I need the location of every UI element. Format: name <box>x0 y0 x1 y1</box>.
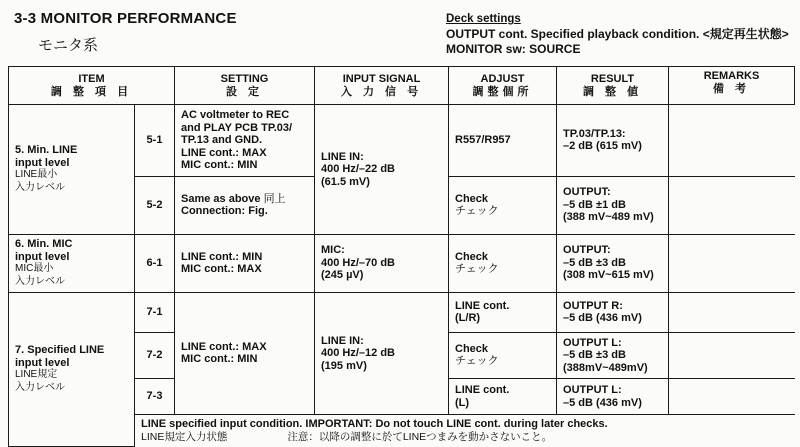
input-signal-cell: MIC: 400 Hz/–70 dB (245 µV) <box>315 234 449 292</box>
note-japanese: LINE規定入力状態 注意：以降の調整に於てLINEつまみを動かさないこと。 <box>141 430 553 443</box>
step-number: 7-1 <box>135 292 175 332</box>
step-number: 7-2 <box>135 332 175 379</box>
adjust-cell: LINE cont. (L) <box>449 379 557 415</box>
item-6: 6. Min. MIC input level MIC最小 入力レベル <box>9 234 135 292</box>
adjust-cell: Check チェック <box>449 176 557 234</box>
header-result: RESULT 調 整 値 <box>557 67 669 105</box>
deck-settings-heading: Deck settings <box>446 13 521 25</box>
item-7: 7. Specified LINE input level LINE規定 入力レベル <box>9 292 135 446</box>
setting-cell: AC voltmeter to REC and PLAY PCB TP.03/ TP.13 and GND. LINE cont.: MAX MIC cont.: MIN <box>175 105 315 177</box>
deck-settings <box>446 12 789 57</box>
setting-cell: LINE cont.: MIN MIC cont.: MAX <box>175 234 315 292</box>
adjust-cell: Check チェック <box>449 234 557 292</box>
note-english: LINE specified input condition. IMPORTANT: Do not touch LINE cont. during later checks. <box>141 418 608 430</box>
monitor-performance-table <box>8 66 795 447</box>
result-cell: OUTPUT: –5 dB ±1 dB (388 mV~489 mV) <box>557 176 669 234</box>
section-subtitle: モニタ系 <box>38 37 99 54</box>
remarks-cell <box>669 332 795 379</box>
section-title: 3-3 MONITOR PERFORMANCE <box>14 10 237 27</box>
result-cell: TP.03/TP.13: –2 dB (615 mV) <box>557 105 669 177</box>
header-setting: SETTING 設 定 <box>175 67 315 105</box>
item-5: 5. Min. LINE input level LINE最小 入力レベル <box>9 105 135 235</box>
setting-cell: LINE cont.: MAX MIC cont.: MIN <box>175 292 315 415</box>
note-cell <box>135 415 795 447</box>
adjust-cell: Check チェック <box>449 332 557 379</box>
step-number: 6-1 <box>135 234 175 292</box>
deck-settings-monitor: MONITOR sw: SOURCE <box>446 42 581 56</box>
header-remarks: REMARKS 備 考 <box>669 67 795 105</box>
header-item: ITEM 調 整 項 目 <box>9 67 175 105</box>
table-row <box>9 234 795 292</box>
header-adjust: ADJUST 調整個所 <box>449 67 557 105</box>
step-number: 5-2 <box>135 176 175 234</box>
adjust-cell: LINE cont. (L/R) <box>449 292 557 332</box>
remarks-cell <box>669 176 795 234</box>
step-number: 7-3 <box>135 379 175 415</box>
step-number: 5-1 <box>135 105 175 177</box>
input-signal-cell: LINE IN: 400 Hz/–22 dB (61.5 mV) <box>315 105 449 235</box>
deck-settings-output: OUTPUT cont. Specified playback condition. <規定再生状態> <box>446 27 789 41</box>
table-header-row <box>9 67 795 105</box>
remarks-cell <box>669 292 795 332</box>
result-cell: OUTPUT: –5 dB ±3 dB (308 mV~615 mV) <box>557 234 669 292</box>
result-cell: OUTPUT R: –5 dB (436 mV) <box>557 292 669 332</box>
result-cell: OUTPUT L: –5 dB (436 mV) <box>557 379 669 415</box>
remarks-cell <box>669 105 795 177</box>
setting-cell: Same as above 同上 Connection: Fig. <box>175 176 315 234</box>
header-input-signal: INPUT SIGNAL 入 力 信 号 <box>315 67 449 105</box>
remarks-cell <box>669 234 795 292</box>
input-signal-cell: LINE IN: 400 Hz/–12 dB (195 mV) <box>315 292 449 415</box>
adjust-cell: R557/R957 <box>449 105 557 177</box>
table-row <box>9 105 795 177</box>
result-cell: OUTPUT L: –5 dB ±3 dB (388mV~489mV) <box>557 332 669 379</box>
remarks-cell <box>669 379 795 415</box>
table-row <box>9 292 795 332</box>
